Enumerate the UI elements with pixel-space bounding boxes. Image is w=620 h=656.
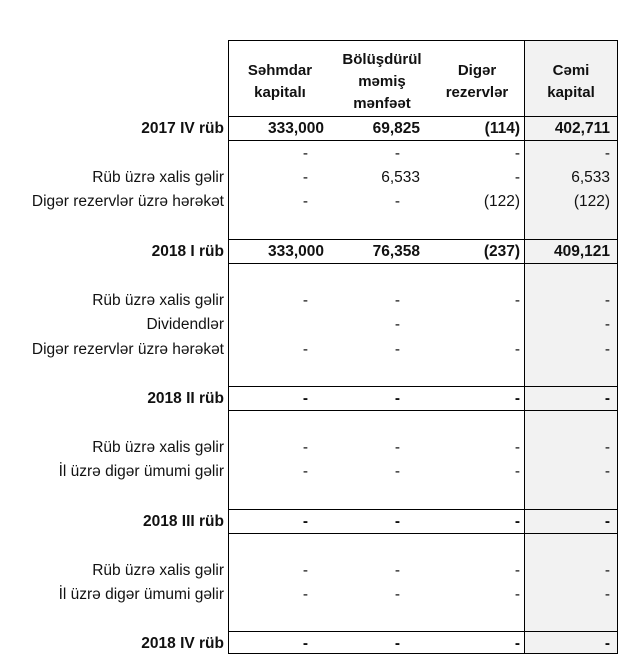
cell-share-capital [230,313,308,337]
cell-total-capital: - [604,292,610,309]
header-share-capital [230,44,330,120]
cell-share-capital: - [302,341,308,358]
cell-retained-earnings: - [394,316,400,333]
table-row [0,313,620,337]
cell-retained-earnings: - [394,463,400,480]
cell-share-capital: 333,000 [267,120,324,137]
cell-other-reserves: - [514,292,520,309]
cell-total-capital: - [604,390,610,407]
cell-total-capital: - [604,586,610,603]
cell-total-capital: - [604,635,610,652]
cell-retained-earnings: - [394,562,400,579]
table-row [0,142,620,166]
header-total-capital [526,44,616,120]
header-other-reserves [430,44,524,120]
table-row [0,559,620,583]
cell-other-reserves: - [514,145,520,162]
cell-other-reserves: (114) [484,120,520,137]
cell-share-capital: - [302,292,308,309]
cell-total-capital: - [604,145,610,162]
header-retained-earnings [332,44,432,120]
row-label: İl üzrə digər ümumi gəlir [58,463,224,480]
cell-retained-earnings: - [394,145,400,162]
table-row-2018-q4 [0,632,620,656]
cell-retained-earnings: 76,358 [372,243,420,260]
cell-share-capital: - [302,390,308,407]
cell-other-reserves: - [514,390,520,407]
cell-other-reserves: - [514,562,520,579]
cell-share-capital: - [302,463,308,480]
cell-other-reserves: - [514,169,520,186]
cell-share-capital: - [302,513,308,530]
table-row [0,166,620,190]
cell-total-capital: 6,533 [571,169,610,186]
cell-share-capital: - [302,562,308,579]
table-border-top [228,40,618,41]
row-label: 2017 IV rüb [141,120,224,137]
cell-share-capital: - [302,635,308,652]
header-other-reserves-text: Digər rezervlər [445,62,509,101]
table-row [0,289,620,313]
cell-other-reserves: (122) [483,193,520,210]
cell-other-reserves: - [514,439,520,456]
cell-share-capital: - [302,169,308,186]
row-label: İl üzrə digər ümumi gəlir [58,586,224,603]
cell-share-capital: - [302,145,308,162]
cell-share-capital: 333,000 [267,243,324,260]
cell-other-reserves: - [514,341,520,358]
cell-retained-earnings: - [394,513,400,530]
table-row [0,190,620,214]
table-row [0,338,620,362]
cell-retained-earnings: - [394,390,400,407]
row-label: Digər rezervlər üzrə hərəkət [31,341,224,358]
cell-total-capital: (122) [573,193,610,210]
row-label: Rüb üzrə xalis gəlir [92,169,224,186]
cell-retained-earnings: - [394,635,400,652]
table-row-2018-q3 [0,510,620,534]
cell-retained-earnings: - [394,439,400,456]
cell-total-capital: - [604,463,610,480]
cell-total-capital: - [604,341,610,358]
row-label: Rüb üzrə xalis gəlir [92,562,224,579]
cell-retained-earnings: 69,825 [372,120,420,137]
cell-total-capital: 402,711 [554,120,610,137]
cell-other-reserves: - [514,586,520,603]
cell-retained-earnings: - [394,292,400,309]
table-row [0,460,620,484]
table-row-2018-q1 [0,240,620,264]
row-label: 2018 I rüb [151,243,224,260]
row-label: Rüb üzrə xalis gəlir [92,292,224,309]
cell-retained-earnings: - [394,586,400,603]
cell-other-reserves: (237) [483,243,520,260]
cell-other-reserves: - [514,463,520,480]
cell-other-reserves: - [514,635,520,652]
row-label: 2018 III rüb [143,513,224,530]
cell-retained-earnings: - [394,341,400,358]
cell-total-capital: - [604,316,610,333]
table-row [0,583,620,607]
cell-total-capital: 409,121 [553,243,610,260]
header-retained-earnings-text: Bölüşdürül məmiş mənfəət [342,51,422,112]
cell-share-capital: - [302,439,308,456]
header-total-capital-text: Cəmi kapital [547,62,595,101]
table-row-2017-q4 [0,117,620,141]
header-share-capital-text: Səhmdar kapitalı [247,62,313,101]
row-label: Digər rezervlər üzrə hərəkət [31,193,224,210]
cell-share-capital: - [302,586,308,603]
cell-total-capital: - [604,562,610,579]
row-label: 2018 IV rüb [141,635,224,652]
table-row-2018-q2 [0,387,620,411]
row-label: 2018 II rüb [147,390,224,407]
cell-retained-earnings: - [394,193,400,210]
cell-other-reserves: - [514,513,520,530]
cell-total-capital: - [604,513,610,530]
row-label: Rüb üzrə xalis gəlir [92,439,224,456]
table-row [0,436,620,460]
cell-retained-earnings: 6,533 [381,169,420,186]
cell-total-capital: - [604,439,610,456]
row-label: Dividendlər [146,316,224,333]
cell-other-reserves [422,313,520,337]
cell-share-capital: - [302,193,308,210]
